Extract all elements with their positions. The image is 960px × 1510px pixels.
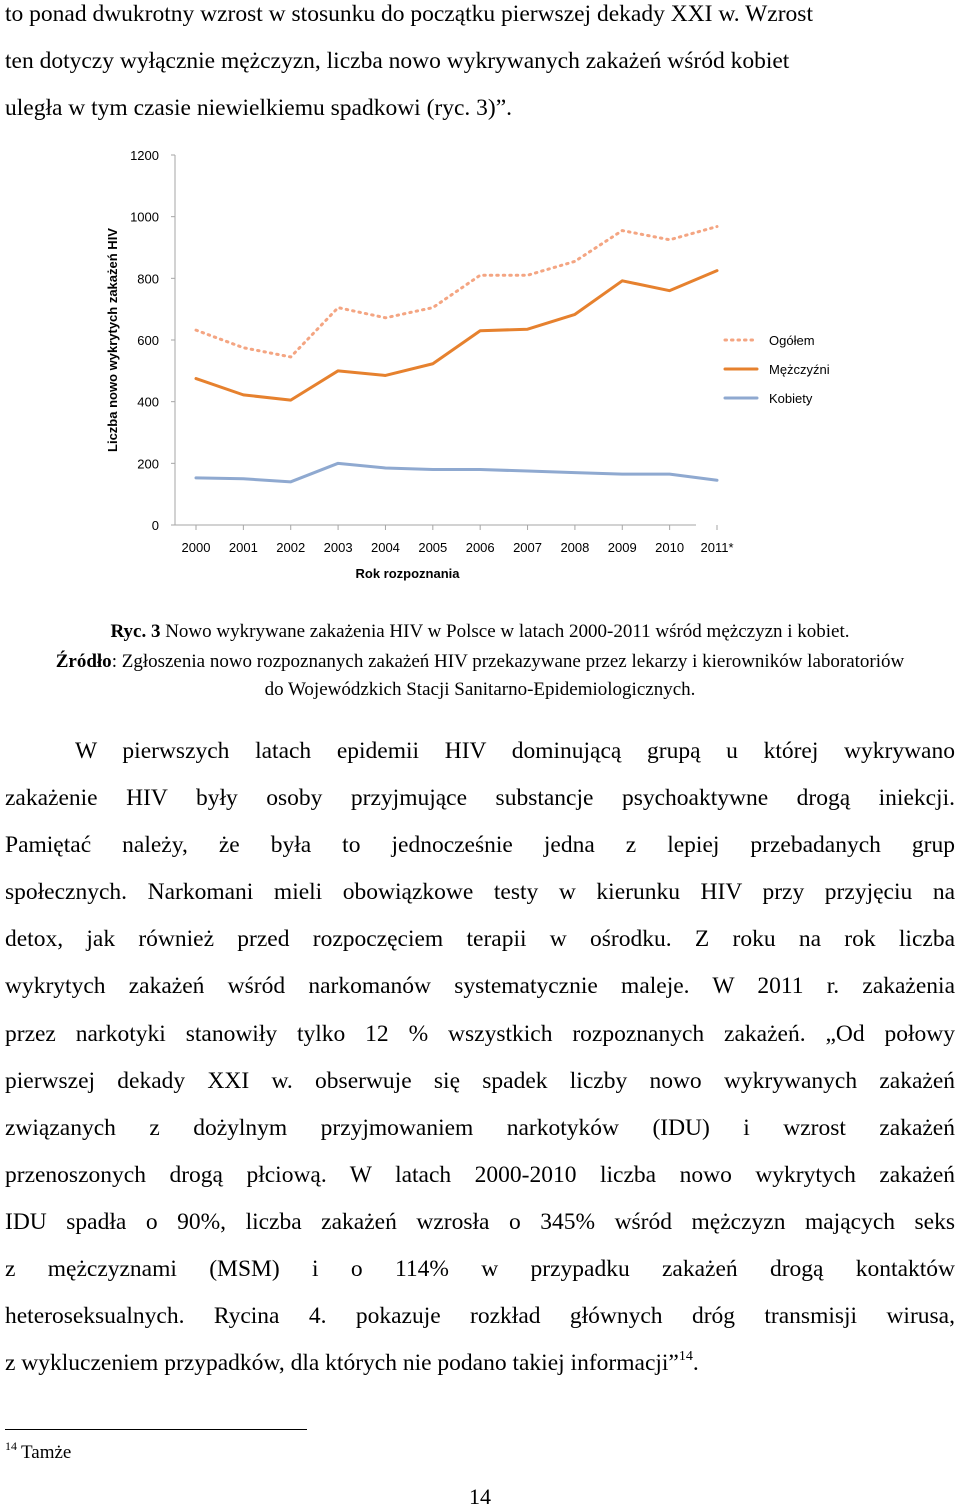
legend-label: Ogółem — [769, 333, 815, 348]
body-end-period: . — [693, 1350, 699, 1376]
caption-title: Nowo wykrywane zakażenia HIV w Polsce w latach 2000-2011 wśród mężczyzn i kobiet. — [160, 621, 849, 642]
x-axis-title: Rok rozpoznania — [355, 566, 460, 581]
x-tick-label: 2004 — [371, 540, 400, 555]
y-tick-label: 400 — [137, 395, 159, 410]
x-tick-label: 2005 — [418, 540, 447, 555]
body-line: W pierwszych latach epidemii HIV dominującą grupą u której wykrywano — [5, 728, 955, 775]
footnote-divider — [5, 1429, 307, 1430]
y-tick-label: 600 — [137, 333, 159, 348]
body-paragraph — [5, 728, 955, 1387]
legend-label: Mężczyźni — [769, 362, 830, 377]
y-tick-label: 800 — [137, 271, 159, 286]
y-tick-label: 200 — [137, 456, 159, 471]
body-line: przenoszonych drogą płciową. W latach 2000-2010 liczba nowo wykrytych zakażeń — [5, 1152, 955, 1199]
chart-svg — [100, 140, 860, 590]
footnote — [5, 1441, 71, 1465]
figure-source-cont: do Wojewódzkich Stacji Sanitarno-Epidemiologicznych. — [0, 675, 960, 705]
intro-line: to ponad dwukrotny wzrost w stosunku do początku pierwszej dekady XXI w. Wzrost — [5, 0, 955, 38]
caption-prefix: Ryc. 3 — [110, 621, 160, 642]
x-tick-label: 2008 — [560, 540, 589, 555]
body-line: związanych z dożylnym przyjmowaniem narkotyków (IDU) i wzrost zakażeń — [5, 1105, 955, 1152]
body-line: przez narkotyki stanowiły tylko 12 % wszystkich rozpoznanych zakażeń. „Od połowy — [5, 1011, 955, 1058]
intro-paragraph — [5, 0, 955, 132]
series-line-0 — [196, 227, 717, 357]
footnote-text: Tamże — [21, 1442, 71, 1463]
body-line: zakażenie HIV były osoby przyjmujące substancje psychoaktywne drogą iniekcji. — [5, 775, 955, 822]
footnote-number: 14 — [5, 1439, 17, 1453]
body-line: IDU spadła o 90%, liczba zakażeń wzrosła o 345% wśród mężczyzn mających seks — [5, 1199, 955, 1246]
x-tick-label: 2001 — [229, 540, 258, 555]
source-label: Źródło — [56, 651, 112, 672]
figure-source — [0, 647, 960, 677]
x-tick-label: 2007 — [513, 540, 542, 555]
x-tick-label: 2000 — [182, 540, 211, 555]
body-line: społecznych. Narkomani mieli obowiązkowe testy w kierunku HIV przy przyjęciu na — [5, 869, 955, 916]
legend-label: Kobiety — [769, 391, 813, 406]
hiv-line-chart — [100, 140, 860, 590]
figure-caption — [0, 617, 960, 647]
body-line-text: z wykluczeniem przypadków, dla których nie podano takiej informacji” — [5, 1350, 679, 1376]
intro-line: uległa w tym czasie niewielkiemu spadkowi (ryc. 3)”. — [5, 85, 955, 132]
body-line: z mężczyznami (MSM) i o 114% w przypadku zakażeń drogą kontaktów — [5, 1246, 955, 1293]
body-line: heteroseksualnych. Rycina 4. pokazuje rozkład głównych dróg transmisji wirusa, — [5, 1293, 955, 1340]
series-line-2 — [196, 463, 717, 482]
body-line: detox, jak również przed rozpoczęciem terapii w ośrodku. Z roku na rok liczba — [5, 916, 955, 963]
x-tick-label: 2002 — [276, 540, 305, 555]
x-tick-label: 2010 — [655, 540, 684, 555]
x-tick-label: 2009 — [608, 540, 637, 555]
body-line-last — [5, 1340, 955, 1387]
footnote-ref[interactable]: 14 — [679, 1349, 693, 1364]
body-line: pierwszej dekady XXI w. obserwuje się spadek liczby nowo wykrywanych zakażeń — [5, 1058, 955, 1105]
body-line: Pamiętać należy, że była to jednocześnie jedna z lepiej przebadanych grup — [5, 822, 955, 869]
y-tick-label: 1200 — [130, 148, 159, 163]
source-text: : Zgłoszenia nowo rozpoznanych zakażeń HIV przekazywane przez lekarzy i kierowników laboratoriów — [112, 651, 905, 672]
y-axis-title: Liczba nowo wykrytych zakażeń HIV — [105, 228, 120, 452]
page-number: 14 — [0, 1484, 960, 1510]
x-tick-label: 2003 — [324, 540, 353, 555]
y-tick-label: 1000 — [130, 210, 159, 225]
body-line: wykrytych zakażeń wśród narkomanów systematycznie maleje. W 2011 r. zakażenia — [5, 963, 955, 1010]
intro-line: ten dotyczy wyłącznie mężczyzn, liczba nowo wykrywanych zakażeń wśród kobiet — [5, 38, 955, 85]
x-tick-label: 2011* — [700, 540, 733, 555]
y-tick-label: 0 — [152, 518, 159, 533]
x-tick-label: 2006 — [466, 540, 495, 555]
